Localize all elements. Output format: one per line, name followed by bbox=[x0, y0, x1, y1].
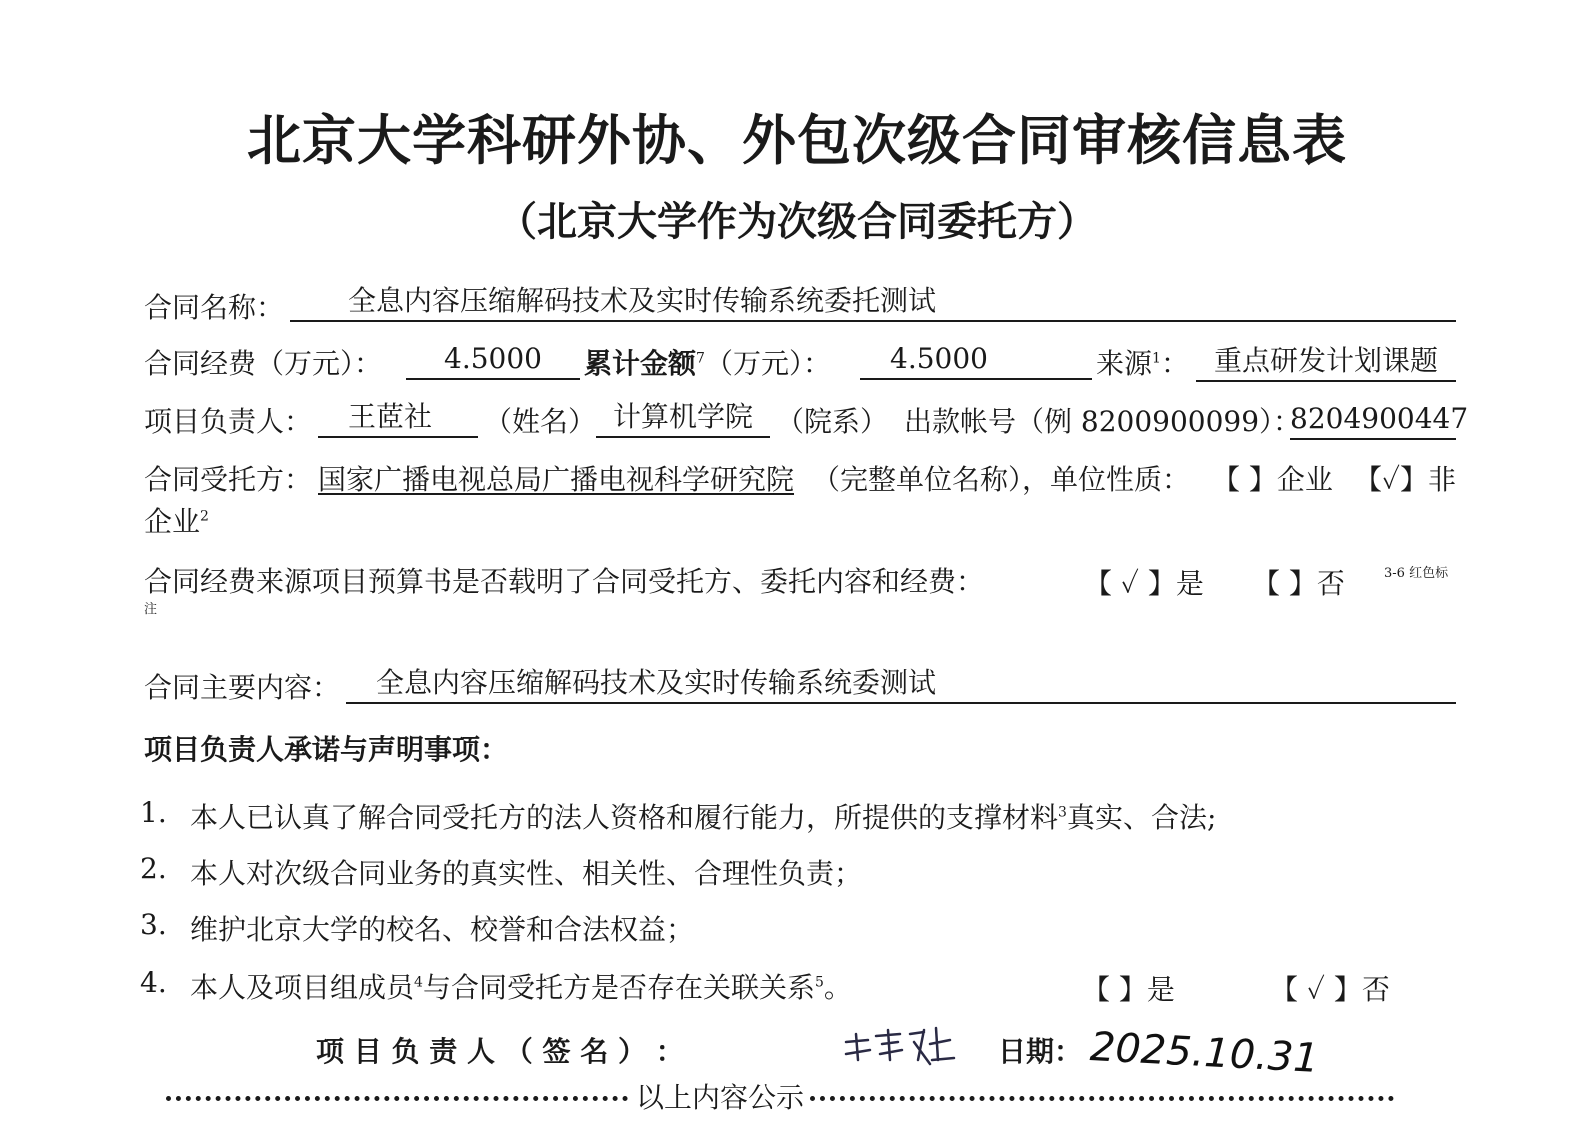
related-yes-checkbox: 【 】是 bbox=[1082, 973, 1175, 1006]
source-label bbox=[1096, 342, 1189, 382]
source-footnote: 1 bbox=[1152, 350, 1161, 367]
source-colon: ： bbox=[1160, 347, 1189, 380]
budget-note-tail: 注 bbox=[144, 602, 158, 617]
trustee-hint: （完整单位名称），单位性质： bbox=[812, 463, 1191, 496]
related-no-checkbox: 【 ✓ 】否 bbox=[1270, 973, 1390, 1006]
commitment-item-1 bbox=[190, 796, 1216, 836]
page-title: 北京大学科研外协、外包次级合同审核信息表 bbox=[247, 108, 1347, 172]
cumulative-unit: （万元）： bbox=[704, 347, 831, 380]
commitment-item-4-text-b: 与合同受托方是否存在关联关系 bbox=[422, 971, 815, 1004]
trustee-value: 国家广播电视总局广播电视科学研究院 bbox=[318, 463, 795, 496]
project-leader-label: 项目负责人： bbox=[144, 405, 313, 438]
commitment-item-3-num: 3. bbox=[140, 908, 167, 941]
commitment-item-4-text-c: 。 bbox=[823, 971, 852, 1004]
budget-no-checkbox: 【 】否 bbox=[1252, 567, 1345, 600]
budget-yes-checkbox: 【 ✓ 】是 bbox=[1084, 567, 1204, 600]
non-enterprise-tail bbox=[144, 500, 209, 540]
commitment-item-4-footnote-b: 5 bbox=[814, 974, 824, 991]
name-hint: （姓名） bbox=[484, 405, 597, 438]
project-leader-value: 王茝社 bbox=[348, 400, 433, 433]
source-field bbox=[1196, 342, 1456, 382]
commitment-item-1-tail: 真实、合法; bbox=[1066, 801, 1217, 834]
department-value: 计算机学院 bbox=[612, 400, 753, 433]
commitment-item-3-text: 维护北京大学的校名、校誉和合法权益； bbox=[190, 913, 695, 946]
commitment-item-1-num: 1. bbox=[140, 796, 167, 829]
enterprise-checkbox: 【 】企业 bbox=[1212, 463, 1333, 496]
commitment-item-1-text: 本人已认真了解合同受托方的法人资格和履行能力，所提供的支撑材料 bbox=[190, 801, 1059, 834]
budget-footnote: 3-6 红色标 bbox=[1384, 566, 1449, 581]
date-label: 日期： bbox=[998, 1035, 1083, 1068]
department-hint: （院系） bbox=[776, 405, 889, 438]
account-value: 8204900447 bbox=[1290, 402, 1469, 435]
commitment-item-4-footnote-a: 4 bbox=[414, 974, 423, 991]
contract-fee-field bbox=[406, 340, 580, 380]
contract-name-value: 全息内容压缩解码技术及实时传输系统委托测试 bbox=[348, 284, 937, 317]
date-value: 2025.10.31 bbox=[1088, 1024, 1320, 1082]
contract-content-value: 全息内容压缩解码技术及实时传输系统委测试 bbox=[376, 666, 937, 699]
dotted-divider-right bbox=[810, 1096, 1394, 1101]
commitment-item-4-num: 4. bbox=[140, 966, 167, 999]
project-leader-field bbox=[318, 398, 478, 438]
non-enterprise-checkbox: 【✓】非 bbox=[1354, 463, 1457, 496]
cumulative-amount-field bbox=[860, 340, 1092, 380]
contract-fee-value: 4.5000 bbox=[444, 342, 542, 375]
account-label: 出款帐号（例 8200900099）： bbox=[904, 405, 1302, 438]
account-field bbox=[1290, 400, 1469, 440]
contract-content-field bbox=[346, 664, 1456, 704]
non-enterprise-tail-text: 企业 bbox=[144, 505, 201, 538]
commitment-item-1-footnote: 3 bbox=[1058, 804, 1067, 821]
cumulative-amount-label bbox=[584, 342, 831, 382]
commitment-item-2-num: 2. bbox=[140, 852, 167, 885]
contract-name-label: 合同名称： bbox=[144, 291, 285, 324]
signature-label: 项 目 负 责 人 （ 签 名 ） ： bbox=[316, 1035, 684, 1068]
cumulative-footnote: 7 bbox=[696, 350, 705, 367]
dotted-divider-left bbox=[166, 1096, 628, 1101]
contract-name-field bbox=[290, 282, 1456, 322]
non-enterprise-footnote: 2 bbox=[200, 508, 209, 525]
trustee-label: 合同受托方： bbox=[144, 463, 313, 496]
commitment-item-2-text: 本人对次级合同业务的真实性、相关性、合理性负责； bbox=[190, 857, 863, 890]
public-notice: 以上内容公示 bbox=[636, 1081, 805, 1114]
department-field bbox=[596, 398, 770, 438]
cumulative-label-text: 累计金额 bbox=[584, 347, 697, 380]
signature-handwriting bbox=[840, 1020, 960, 1068]
source-label-text: 来源 bbox=[1096, 347, 1153, 380]
contract-fee-label: 合同经费（万元）： bbox=[144, 347, 383, 380]
source-value: 重点研发计划课题 bbox=[1213, 344, 1438, 377]
commitment-item-4-text-a: 本人及项目组成员 bbox=[190, 971, 415, 1004]
commitment-heading: 项目负责人承诺与声明事项： bbox=[144, 733, 509, 766]
budget-question: 合同经费来源项目预算书是否载明了合同受托方、委托内容和经费： bbox=[144, 565, 985, 598]
page-subtitle: （北京大学作为次级合同委托方） bbox=[497, 198, 1097, 245]
cumulative-amount-value: 4.5000 bbox=[890, 342, 988, 375]
contract-content-label: 合同主要内容： bbox=[144, 671, 341, 704]
commitment-item-4 bbox=[190, 966, 852, 1006]
